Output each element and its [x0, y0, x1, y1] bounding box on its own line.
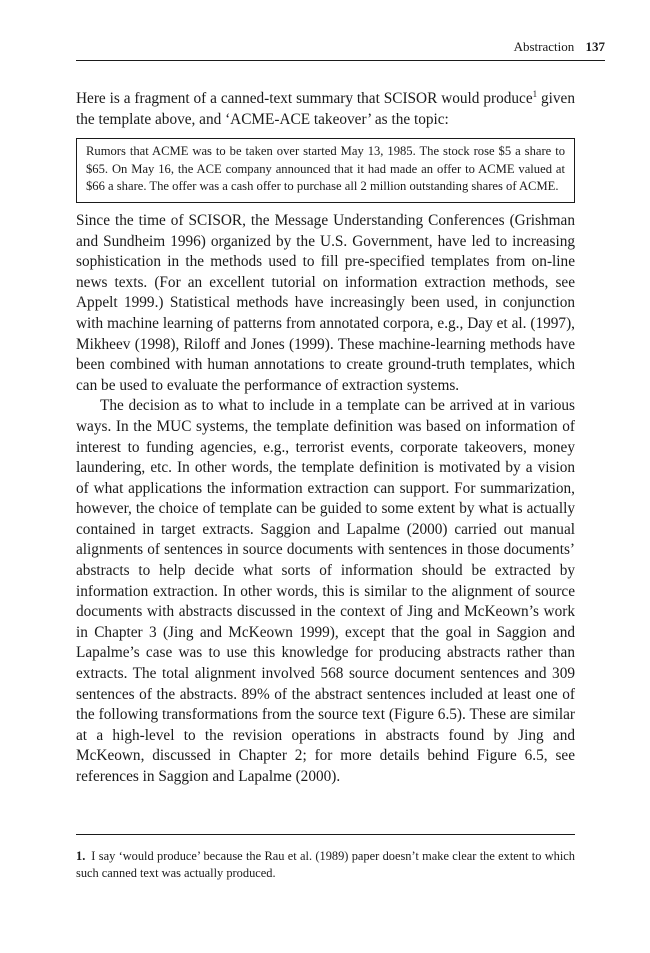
intro-text: Here is a fragment of a canned-text summary that SCISOR would produce	[76, 90, 533, 107]
intro-paragraph	[76, 89, 575, 130]
running-header	[76, 38, 605, 61]
body-paragraph-2: The decision as to what to include in a template can be arrived at in various ways. In the MUC systems, the template definition was based on information of interest to funding agencies, e.g., terrorist events, corporate takeovers, money laundering, etc. In other words, the template definition is motivated by a vision of what applications the information extraction can support. For summarization, however, the choice of template can be guided to some extent by what is actually contained in target extracts. Saggion and Lapalme (2000) carried out manual alignments of sentences in source documents with sentences in those documents’ abstracts to help decide what sorts of information should be extracted by information extraction. In other words, this is similar to the alignment of source documents with abstracts discussed in the context of Jing and McKeown’s work in Chapter 3 (Jing and McKeown 1999), except that the goal in Saggion and Lapalme’s case was to use this knowledge for producing abstracts rather than extracts. The total alignment involved 568 source document sentences and 309 sentences of the abstracts. 89% of the abstract sentences included at least one of the following transformations from the source text (Figure 6.5). These are similar at a high-level to the revision operations in abstracts found by Jing and McKeown, discussed in Chapter 2; for more details behind Figure 6.5, see references in Saggion and Lapalme (2000).	[76, 397, 575, 785]
canned-summary-text: Rumors that ACME was to be taken over started May 13, 1985. The stock rose $5 a share to $65. On May 16, the ACE company announced that it had made an offer to ACME valued at $66 a share. The offer was a cash offer to purchase all 2 million outstanding shares of ACME.	[86, 144, 565, 194]
page-body	[76, 89, 575, 788]
canned-summary-box	[76, 138, 575, 203]
footnote-reference: 1	[532, 88, 538, 99]
page-number: 137	[585, 39, 605, 54]
body-paragraph-1: Since the time of SCISOR, the Message Understanding Conferences (Grishman and Sundheim 1996) organized by the U.S. Government, have led to increasing sophistication in the methods used to fill pre-specified templates from on-line news texts. (For an excellent tutorial on information extraction methods, see Appelt 1999.) Statistical methods have increasingly been used, in conjunction with machine learning of patterns from annotated corpora, e.g., Day et al. (1997), Mikheev (1998), Riloff and Jones (1999). These machine-learning methods have been combined with human annotations to create ground-truth templates, which can be used to evaluate the performance of extraction systems.	[76, 211, 575, 394]
running-title: Abstraction	[513, 39, 575, 54]
footnote-mark: 1.	[76, 849, 86, 863]
footnote-text: I say ‘would produce’ because the Rau et al. (1989) paper doesn’t make clear the extent to which such canned text was actually produced.	[76, 849, 575, 880]
footnote	[76, 848, 575, 882]
footnote-divider	[76, 834, 575, 835]
intro-text-continued: given the template above, and ‘ACME-ACE takeover’ as the topic:	[76, 90, 575, 128]
